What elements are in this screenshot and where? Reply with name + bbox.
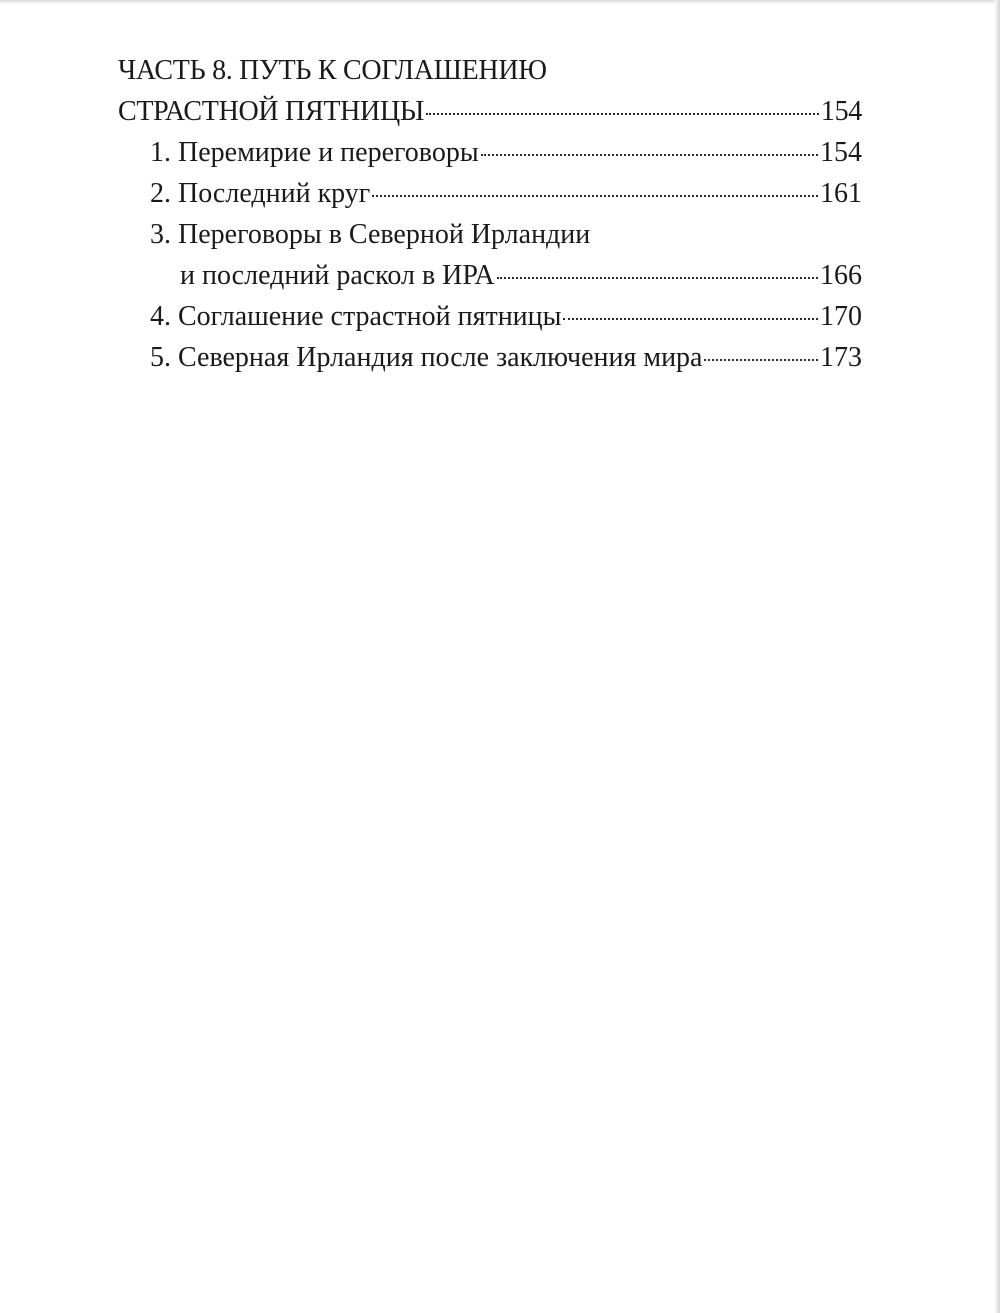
toc-entry-part-8[interactable] bbox=[118, 91, 862, 132]
entry-title: Последний круг bbox=[178, 178, 371, 209]
toc-entry-3-line-1[interactable] bbox=[118, 214, 862, 255]
entry-number: 5. bbox=[150, 342, 171, 373]
toc-entry-4[interactable] bbox=[118, 296, 862, 337]
page-top-edge bbox=[0, 0, 1000, 4]
page-number: 173 bbox=[820, 342, 862, 373]
page-number: 161 bbox=[820, 178, 862, 209]
dot-leader bbox=[497, 277, 818, 279]
dot-leader bbox=[372, 195, 818, 197]
toc-entry-2[interactable] bbox=[118, 173, 862, 214]
toc-entry-1[interactable] bbox=[118, 132, 862, 173]
entry-title-line-1: Переговоры в Северной Ирландии bbox=[178, 219, 591, 250]
page-number: 154 bbox=[820, 137, 862, 168]
dot-leader bbox=[704, 359, 818, 361]
entry-title: Перемирие и переговоры bbox=[178, 137, 479, 168]
dot-leader bbox=[426, 113, 819, 115]
entry-number: 3. bbox=[150, 219, 171, 250]
entry-number: 2. bbox=[150, 178, 171, 209]
page-number: 154 bbox=[820, 96, 862, 127]
table-of-contents bbox=[118, 50, 862, 378]
dot-leader bbox=[563, 318, 818, 320]
part-title-line-1: ЧАСТЬ 8. ПУТЬ К СОГЛАШЕНИЮ bbox=[118, 55, 547, 86]
entry-number: 1. bbox=[150, 137, 171, 168]
entry-title: Соглашение страстной пятницы bbox=[178, 301, 562, 332]
page-number: 170 bbox=[820, 301, 862, 332]
page-number: 166 bbox=[820, 260, 862, 291]
part-title-line-2: СТРАСТНОЙ ПЯТНИЦЫ bbox=[118, 96, 425, 127]
page-right-edge bbox=[994, 0, 1000, 1313]
toc-entry-5[interactable] bbox=[118, 337, 862, 378]
toc-entry-3-line-2[interactable] bbox=[118, 255, 862, 296]
entry-number: 4. bbox=[150, 301, 171, 332]
entry-title-line-2: и последний раскол в ИРА bbox=[180, 260, 495, 291]
entry-title: Северная Ирландия после заключения мира bbox=[178, 342, 703, 373]
part-heading-line-1 bbox=[118, 50, 862, 91]
dot-leader bbox=[481, 154, 818, 156]
